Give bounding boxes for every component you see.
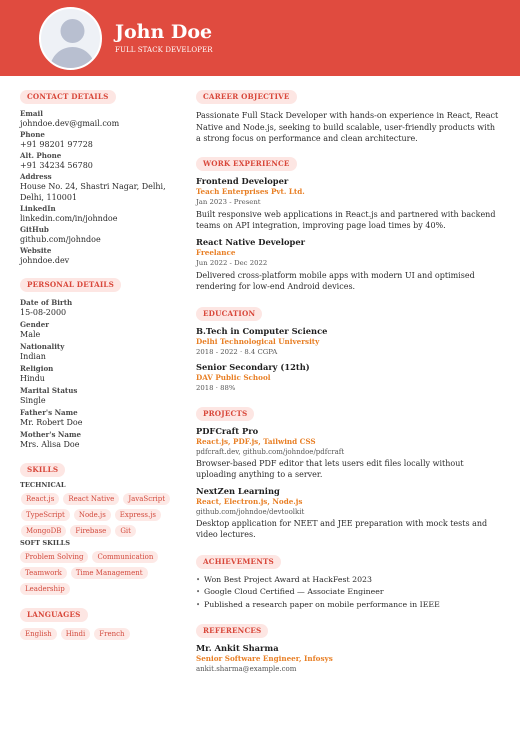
project-links[interactable]: pdfcraft.dev, github.com/johndoe/pdfcraft <box>196 447 345 456</box>
institution: DAV Public School <box>196 372 271 382</box>
reference-role: Senior Software Engineer, Infosys <box>196 654 333 663</box>
degree-title: Senior Secondary (12th) <box>196 361 310 372</box>
projects-section <box>196 401 502 541</box>
resume-header <box>0 0 520 76</box>
reference-email[interactable]: ankit.sharma@example.com <box>196 665 297 673</box>
personal-value: Mr. Robert Doe <box>20 418 83 427</box>
skill-tag: Leadership <box>20 583 70 595</box>
personal-value: 15-08-2000 <box>20 308 67 317</box>
technical-skills-label: TECHNICAL <box>20 481 66 489</box>
contact-label: Phone <box>20 130 45 139</box>
candidate-name: John Doe <box>115 21 213 43</box>
experience-heading: WORK EXPERIENCE <box>196 157 297 171</box>
personal-label: Nationality <box>20 342 65 351</box>
objective-heading: CAREER OBJECTIVE <box>196 90 297 104</box>
job-date: Jan 2023 - Present <box>196 197 261 206</box>
experience-item <box>196 237 502 293</box>
achievements-heading: ACHIEVEMENTS <box>196 555 281 569</box>
skills-heading: SKILLS <box>20 463 65 477</box>
objective-section <box>196 84 502 145</box>
skill-tag: React Native <box>63 493 119 505</box>
personal-value: Hindu <box>20 374 45 383</box>
contact-github[interactable]: github.com/johndoe <box>20 235 101 244</box>
personal-value: Mrs. Alisa Doe <box>20 440 80 449</box>
project-item <box>196 426 502 481</box>
language-tag: Hindi <box>61 628 91 640</box>
personal-label: Father's Name <box>20 408 78 417</box>
personal-section <box>20 272 185 450</box>
skills-section <box>20 457 185 595</box>
personal-value: Single <box>20 396 46 405</box>
language-tag: French <box>94 628 129 640</box>
contact-label: GitHub <box>20 225 49 234</box>
contact-address: House No. 24, Shastri Nagar, Delhi, Delhi, 110001 <box>20 182 166 202</box>
project-stack: React.js, PDF.js, Tailwind CSS <box>196 436 316 446</box>
skill-tag: Node.js <box>74 509 111 521</box>
reference-item <box>196 643 502 674</box>
languages-section <box>20 602 185 640</box>
job-title: Frontend Developer <box>196 175 289 186</box>
contact-label: Address <box>20 172 52 181</box>
contact-label: Alt. Phone <box>20 151 62 160</box>
education-item <box>196 326 502 357</box>
right-column <box>196 84 502 674</box>
contact-label: Website <box>20 246 52 255</box>
personal-heading: PERSONAL DETAILS <box>20 278 121 292</box>
skill-tag: MongoDB <box>21 525 66 537</box>
skill-tag: Git <box>115 525 136 537</box>
contact-email[interactable]: johndoe.dev@gmail.com <box>20 119 120 128</box>
personal-label: Gender <box>20 320 49 329</box>
job-description: Delivered cross-platform mobile apps with modern UI and optimised rendering for low-end Android devices. <box>196 270 475 291</box>
project-links[interactable]: github.com/johndoe/devtoolkit <box>196 507 305 516</box>
contact-alt-phone: +91 34234 56780 <box>20 161 93 170</box>
job-title: React Native Developer <box>196 236 305 247</box>
education-meta: 2018 · 88% <box>196 383 236 392</box>
skill-tag: Firebase <box>70 525 111 537</box>
projects-heading: PROJECTS <box>196 407 254 421</box>
languages-list <box>20 628 185 640</box>
contact-section <box>20 84 185 266</box>
personal-value: Indian <box>20 352 46 361</box>
job-description: Built responsive web applications in React.js and partnered with backend teams on API integration, improving page load times by 40%. <box>196 209 496 230</box>
user-avatar-icon <box>41 9 102 70</box>
objective-text: Passionate Full Stack Developer with hands-on experience in React, React Native and Node.js, seeking to build scalable, user-friendly products with a strong focus on performance and clean architecture. <box>196 111 499 143</box>
personal-label: Religion <box>20 364 54 373</box>
education-heading: EDUCATION <box>196 307 262 321</box>
project-title: NextZen Learning <box>196 485 280 496</box>
project-title: PDFCraft Pro <box>196 425 259 436</box>
contact-heading: CONTACT DETAILS <box>20 90 116 104</box>
personal-value: Male <box>20 330 41 339</box>
education-meta: 2018 - 2022 · 8.4 CGPA <box>196 347 278 356</box>
skill-tag: JavaScript <box>123 493 170 505</box>
project-item <box>196 486 502 541</box>
achievements-section <box>196 549 502 612</box>
experience-item <box>196 176 502 232</box>
avatar <box>39 7 102 70</box>
contact-linkedin[interactable]: linkedin.com/in/johndoe <box>20 214 118 223</box>
contact-label: Email <box>20 109 43 118</box>
skill-tag: Teamwork <box>20 567 67 579</box>
soft-skills-list <box>20 551 185 595</box>
project-stack: React, Electron.js, Node.js <box>196 496 303 506</box>
references-section <box>196 618 502 674</box>
achievement-item: • Won Best Project Award at HackFest 2023 <box>196 574 502 587</box>
experience-section <box>196 151 502 293</box>
contact-label: LinkedIn <box>20 204 56 213</box>
languages-heading: LANGUAGES <box>20 608 88 622</box>
skill-tag: React.js <box>21 493 59 505</box>
achievement-item: • Published a research paper on mobile performance in IEEE <box>196 599 502 612</box>
project-description: Desktop application for NEET and JEE preparation with mock tests and video lectures. <box>196 518 488 539</box>
left-column <box>20 84 185 640</box>
contact-website[interactable]: johndoe.dev <box>20 256 70 265</box>
candidate-role: FULL STACK DEVELOPER <box>115 46 213 54</box>
project-description: Browser-based PDF editor that lets users edit files locally without uploading anything to a server. <box>196 458 464 479</box>
job-date: Jun 2022 - Dec 2022 <box>196 258 268 267</box>
language-tag: English <box>20 628 57 640</box>
achievement-item: • Google Cloud Certified — Associate Engineer <box>196 586 502 599</box>
job-company: Teach Enterprises Pvt. Ltd. <box>196 186 305 196</box>
skill-tag: TypeScript <box>21 509 70 521</box>
soft-skills-label: SOFT SKILLS <box>20 539 71 547</box>
contact-phone: +91 98201 97728 <box>20 140 93 149</box>
personal-label: Marital Status <box>20 386 78 395</box>
personal-label: Date of Birth <box>20 298 73 307</box>
job-company: Freelance <box>196 247 236 257</box>
achievements-list <box>196 574 502 612</box>
skill-tag: Express.js <box>115 509 161 521</box>
skill-tag: Time Management <box>71 567 148 579</box>
education-section <box>196 301 502 393</box>
skill-tag: Problem Solving <box>20 551 88 563</box>
institution: Delhi Technological University <box>196 336 320 346</box>
references-heading: REFERENCES <box>196 624 268 638</box>
personal-label: Mother's Name <box>20 430 82 439</box>
skill-tag: Communication <box>92 551 158 563</box>
education-item <box>196 362 502 393</box>
degree-title: B.Tech in Computer Science <box>196 325 328 336</box>
technical-skills-list <box>20 493 185 537</box>
reference-name: Mr. Ankit Sharma <box>196 643 279 653</box>
